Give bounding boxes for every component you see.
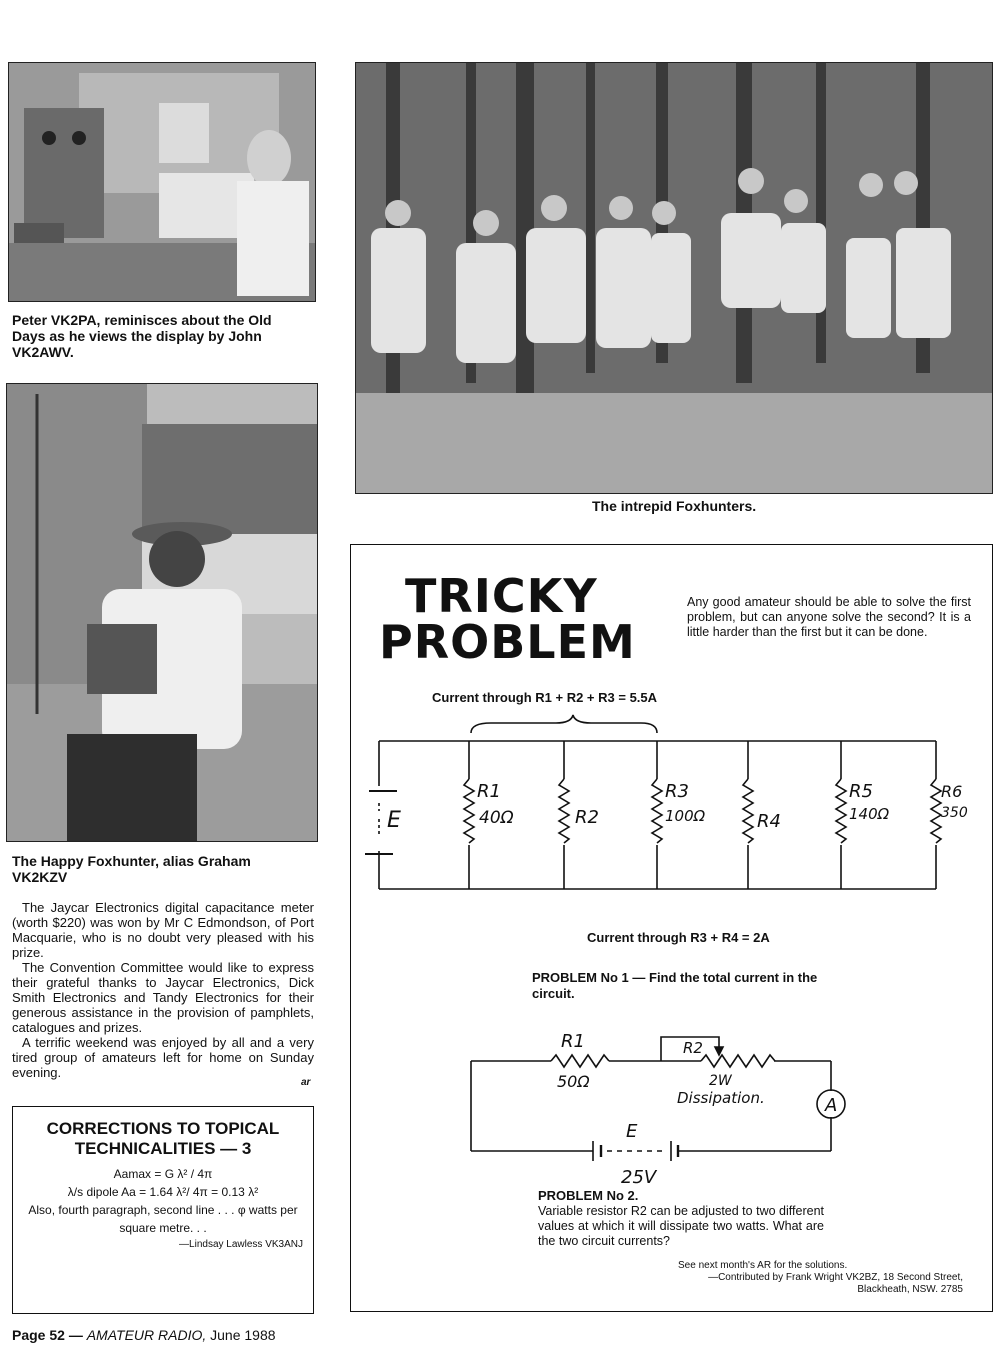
tricky-title-line2: PROBLEM bbox=[379, 615, 636, 669]
c2-r2-note1: 2W bbox=[709, 1073, 732, 1089]
r2-label: R2 bbox=[575, 807, 599, 828]
r5-label: R5 bbox=[849, 781, 873, 802]
photo-foxhunters bbox=[355, 62, 993, 494]
resistor-r6 bbox=[931, 741, 941, 889]
label-current-r1-r2-r3: Current through R1 + R2 + R3 = 5.5A bbox=[432, 690, 658, 705]
circuit-1-diagram bbox=[351, 711, 991, 901]
photo-peter-illustration bbox=[9, 63, 315, 301]
c2-source-label: E bbox=[626, 1121, 638, 1142]
r6-value: 350 bbox=[941, 805, 968, 821]
contributed-by: —Contributed by Frank Wright VK2BZ, 18 Second Street, bbox=[708, 1272, 963, 1283]
corrections-box bbox=[12, 1106, 314, 1314]
label-current-r3-r4: Current through R3 + R4 = 2A bbox=[587, 930, 770, 945]
article-paragraph: The Convention Committee would like to express their grateful thanks to Jaycar Electronics, Dick Smith Electronics and Tandy Electronics for their generous assistance in the provision of pamphlets, catalogues and prizes. bbox=[12, 960, 314, 1035]
photo-foxhunters-illustration bbox=[356, 63, 992, 493]
article-end-mark: ar bbox=[301, 1077, 311, 1088]
c2-r1-label: R1 bbox=[561, 1031, 585, 1052]
r3-label: R3 bbox=[665, 781, 689, 802]
problem-1: PROBLEM No 1 — Find the total current in the circuit. bbox=[532, 970, 818, 1001]
footer-date: June 1988 bbox=[210, 1327, 276, 1343]
photo-graham-vk2kzv bbox=[6, 383, 318, 842]
tricky-problem-box bbox=[350, 544, 993, 1312]
article-paragraph: The Jaycar Electronics digital capacitance meter (worth $220) was won by Mr C Edmondson, of Port Macquarie, who is no doubt very pleased with his prize. bbox=[12, 900, 314, 960]
corrections-title: CORRECTIONS TO TOPICAL TECHNICALITIES — 3 bbox=[46, 1119, 280, 1158]
resistor-r2 bbox=[559, 741, 569, 889]
problem-2 bbox=[538, 1188, 824, 1249]
c2-meter-label: A bbox=[825, 1095, 838, 1116]
caption-peter: Peter VK2PA, reminisces about the Old Days as he views the display by John VK2AWV. bbox=[12, 312, 272, 360]
photo-graham-illustration bbox=[7, 384, 317, 841]
c2-voltage-label: 25V bbox=[621, 1167, 657, 1188]
c2-r1-value: 50Ω bbox=[557, 1072, 590, 1091]
r1-value: 40Ω bbox=[479, 808, 514, 828]
resistor-r5 bbox=[836, 741, 846, 889]
footer-magazine: AMATEUR RADIO, bbox=[86, 1327, 207, 1343]
corrections-credit: —Lindsay Lawless VK3ANJ bbox=[179, 1239, 303, 1250]
corrections-formula-1: Aamax = G λ² / 4π bbox=[113, 1167, 213, 1181]
corrections-note: Also, fourth paragraph, second line . . . φ watts per square metre. . . bbox=[28, 1203, 298, 1235]
r5-value: 140Ω bbox=[849, 805, 890, 823]
article-paragraph: A terrific weekend was enjoyed by all and a very tired group of amateurs left for home on Sunday evening. bbox=[12, 1035, 314, 1080]
corrections-formula-2: λ/s dipole Aa = 1.64 λ²/ 4π = 0.13 λ² bbox=[67, 1185, 259, 1199]
resistor-r3 bbox=[652, 741, 662, 889]
resistor-r2-zigzag bbox=[701, 1055, 775, 1067]
r6-label: R6 bbox=[941, 782, 963, 801]
c2-r2-note2: Dissipation. bbox=[677, 1089, 765, 1107]
tricky-title-line1: TRICKY bbox=[405, 569, 598, 623]
resistor-r1 bbox=[464, 741, 474, 889]
source-e-label: E bbox=[387, 808, 401, 833]
footer-page: Page 52 — bbox=[12, 1327, 83, 1343]
tricky-intro: Any good amateur should be able to solve the first problem, but can anyone solve the second? It is a little harder than the first but it can be done. bbox=[687, 595, 971, 639]
article-body bbox=[12, 900, 314, 1080]
see-next-month: See next month's AR for the solutions. bbox=[678, 1260, 848, 1271]
r4-label: R4 bbox=[757, 811, 781, 832]
resistor-r4 bbox=[743, 741, 753, 889]
c2-r2-label: R2 bbox=[683, 1039, 703, 1057]
contributor-address: Blackheath, NSW. 2785 bbox=[857, 1284, 963, 1295]
r1-label: R1 bbox=[477, 781, 501, 802]
caption-graham: The Happy Foxhunter, alias Graham VK2KZV bbox=[12, 853, 251, 885]
resistor-r1-zigzag bbox=[551, 1055, 609, 1067]
circuit-2-diagram bbox=[461, 1021, 861, 1191]
solutions-note bbox=[651, 1260, 963, 1296]
photo-peter-vk2pa bbox=[8, 62, 316, 302]
problem-2-text: Variable resistor R2 can be adjusted to two different values at which it will dissipate two watts. What are the two circuit currents? bbox=[538, 1204, 824, 1248]
caption-foxhunters: The intrepid Foxhunters. bbox=[592, 498, 757, 514]
page-footer bbox=[12, 1327, 276, 1343]
problem-2-heading: PROBLEM No 2. bbox=[538, 1188, 639, 1203]
tricky-title bbox=[379, 569, 636, 669]
bracket-top bbox=[471, 715, 657, 733]
r3-value: 100Ω bbox=[665, 807, 706, 825]
